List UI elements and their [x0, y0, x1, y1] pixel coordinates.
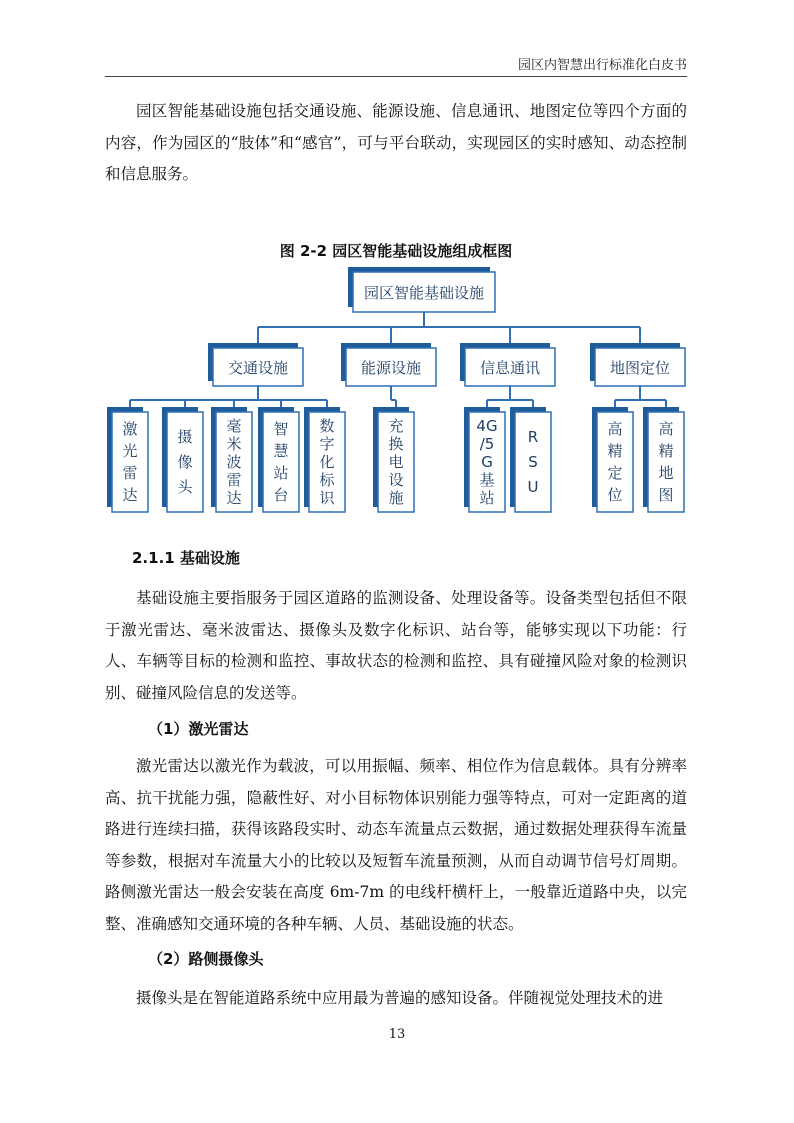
intro-paragraph: 园区智能基础设施包括交通设施、能源设施、信息通讯、地图定位等四个方面的内容，作为园区的“肢体”和“感官”，可与平台联动，实现园区的实时感知、动态控制和信息服务。	[105, 102, 687, 183]
leaf-node	[107, 407, 148, 512]
leaf-label: 摄像头	[177, 428, 193, 496]
section-heading: 2.1.1 基础设施	[132, 549, 240, 567]
leaf-label: 智慧站台	[273, 420, 289, 504]
category-label: 能源设施	[360, 359, 422, 377]
leaf-node	[643, 407, 684, 512]
leaf-node	[373, 407, 414, 512]
page-header: 园区内智慧出行标准化白皮书	[517, 58, 687, 73]
category-node	[341, 343, 436, 386]
category-label: 信息通讯	[479, 359, 541, 377]
leaf-node	[510, 407, 551, 512]
leaf-node	[464, 407, 505, 512]
leaf-node	[211, 407, 252, 512]
category-node	[590, 343, 685, 386]
leaf-node	[162, 407, 203, 512]
section-paragraph: 基础设施主要指服务于园区道路的监测设备、处理设备等。设备类型包括但不限于激光雷达、毫米波雷达、摄像头及数字化标识、站台等，能够实现以下功能：行人、车辆等目标的检测和监控、事故状态的检测和监控、具有碰撞风险对象的检测识别、碰撞风险信息的发送等。	[105, 589, 687, 702]
infrastructure-diagram	[95, 262, 695, 542]
leaf-node	[592, 407, 633, 512]
subheading-lidar: （1）激光雷达	[148, 720, 249, 738]
root-node	[348, 267, 495, 312]
lidar-paragraph: 激光雷达以激光作为载波，可以用振幅、频率、相位作为信息载体。具有分辨率高、抗干扰能力强，隐蔽性好、对小目标物体识别能力强等特点，可对一定距离的道路进行连续扫描，获得该路段实时、动态车流量点云数据，通过数据处理获得车流量等参数，根据对车流量大小的比较以及短暂车流量预测，从而自动调节信号灯周期。路侧激光雷达一般会安装在高度 6m-7m 的电线杆横杆上，一般靠近道路中央，以完整、准确感知交通环境的各种车辆、人员、基础设施的状态。	[105, 757, 687, 933]
category-label: 地图定位	[609, 359, 671, 377]
leaf-label: R S U	[527, 428, 539, 496]
leaf-label: 数字化标识	[319, 417, 335, 507]
camera-paragraph: 摄像头是在智能道路系统中应用最为普遍的感知设备。伴随视觉处理技术的进	[136, 989, 664, 1007]
leaf-label: 充换电设施	[388, 417, 404, 507]
category-label: 交通设施	[227, 359, 289, 377]
leaf-node	[304, 407, 345, 512]
category-node	[208, 343, 303, 386]
header-divider	[105, 76, 687, 77]
root-node-label: 园区智能基础设施	[363, 284, 485, 302]
leaf-node	[258, 407, 299, 512]
leaf-label: 激光雷达	[122, 420, 138, 504]
subheading-camera: （2）路侧摄像头	[148, 950, 264, 968]
page-number: 13	[388, 1027, 406, 1042]
leaf-label: 高精地图	[658, 420, 674, 504]
figure-caption: 图 2-2 园区智能基础设施组成框图	[279, 242, 513, 260]
leaf-label: 高精定位	[607, 420, 623, 504]
leaf-label: 4G /5 G 基站	[476, 417, 498, 507]
category-node	[460, 343, 555, 386]
leaf-label: 毫米波雷达	[226, 417, 242, 507]
